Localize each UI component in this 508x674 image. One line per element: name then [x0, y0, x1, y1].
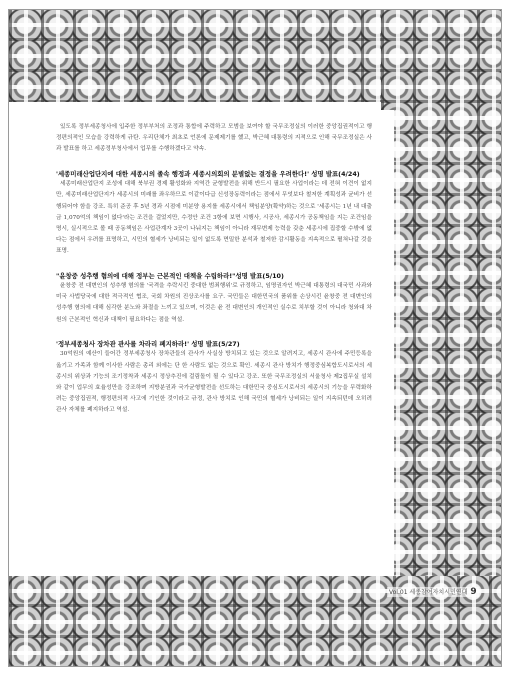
decorative-pattern-right [381, 10, 501, 666]
section-3 [56, 339, 372, 417]
section-body: 윤창중 전 대변인의 성추행 혐의를 '국격을 추락시킨 중대한 범죄행위'로 규정하고, 임명권자인 박근혜 대통령의 대국민 사과와 미국 사법당국에 대한 적극적인 협조, 국회 차원의 진상조사를 요구. 국민들은 대한민국의 품위를 손상시킨 윤창중 전 대변인의 성추행 혐의에 대해 심각한 분노와 좌절을 느끼고 있으며, 이것은 윤 전 대변인의 개인적인 실수로 치부할 것이 아니라 청와대 차원의 근본적인 혁신과 대책이 필요하다는 점을 역설. [56, 283, 372, 323]
text-column [56, 122, 372, 417]
section-body: 세종미래산업단지 조성에 대해 북부권 경제 활성화와 지역간 균형발전을 위해 반드시 필요한 사업이라는 데 전혀 이견이 없지만, 세종미래산업단지가 세종시의 미래를 좌우하므로 이같이다급 신성장동력이라는 점에서 무엇보다 철저한 계획성과 균비가 선행되어야 함을 강조. 특히 준공 후 5년 경과 시점에 미분양 용지를 세종시에서 책임분양(확약)하는 것으로 '세종시는 1년 내 대출금 1,070억의 책임이 없다'라는 조건을 걸었지만, 수정안 조건 3항에 보면 시행사, 시공사, 세종시가 공동책임을 지는 조건임을 명시, 실시적으로 볼 때 공동책임은 사업관계자 3곳이 나눠지는 책임이 아니라 재무변제 능력을 갖춘 세종시에 집중할 수밖에 없다는 점에서 우려를 표명하고, 시민의 혈세가 낭비되는 일이 없도록 면밀한 분석과 철저한 감시활동을 지속적으로 펼쳐나갈 것을 표명. [56, 181, 372, 255]
section-heading: "윤창중 성추행 혐의에 대해 정부는 근본적인 대책을 수립하라!"성명 발표(5/10) [56, 271, 284, 280]
section-2 [56, 271, 372, 326]
section-heading: '세종미래산업단지에 대한 세종시의 졸속 행정과 세종시의회의 분별없는 결정을 우려한다!' 성명 발표(4/24) [56, 169, 360, 178]
page-footer [387, 587, 479, 597]
section-heading: '정부세종청사 장차관 관사를 차라리 폐지하라!' 성명 발표(5/27) [56, 339, 240, 348]
page-number: 9 [470, 587, 477, 597]
footer-label: Vol.01 세종참여자치시민연대 [389, 589, 468, 596]
intro-paragraph: 있도록 정부세종청사에 입주한 정부부처의 조정과 통합에 주력하고 모범을 보여야 할 국무조정실의 이러한 중앙집권적이고 행정편의적인 모습을 강력하게 규탄. 우리단체가 최초로 언론에 문제제기를 했고, 박근혜 대통령의 지적으로 인해 국무조정실은 사과 발표를 하고 세종정부청사에서 업무를 수행하겠다고 약속. [56, 124, 372, 153]
section-1 [56, 169, 372, 258]
section-body: 30억원의 예산이 들어간 정부세종청사 장차관들의 관사가 사실상 방치되고 있는 것으로 알려지고, 세종시 관사에 주민등록을 옮기고 가족과 함께 이사한 사람은 총리 외에는 단 한 사람도 없는 것으로 확인. 세종시 관사 방치가 행정중심복합도시로서의 세종시의 위상과 기능의 조기정착과 세종시 정상추진에 걸림돌이 될 수 있다고 강조. 또한 국무조정실의 서울청사 제2집무실 설치와 같이 업무의 효율성만을 강조하며 지방분권과 국가균형발전을 선도하는 대한민국 중심도시로서의 세종시의 기능을 무력화하려는 중앙집권적, 행정편의적 사고에 기인한 것이라고 규정, 관사 방치로 인해 국민의 혈세가 낭비되는 일이 지속되던데 오히려 관사 자체를 폐지하라고 역설. [56, 351, 372, 414]
